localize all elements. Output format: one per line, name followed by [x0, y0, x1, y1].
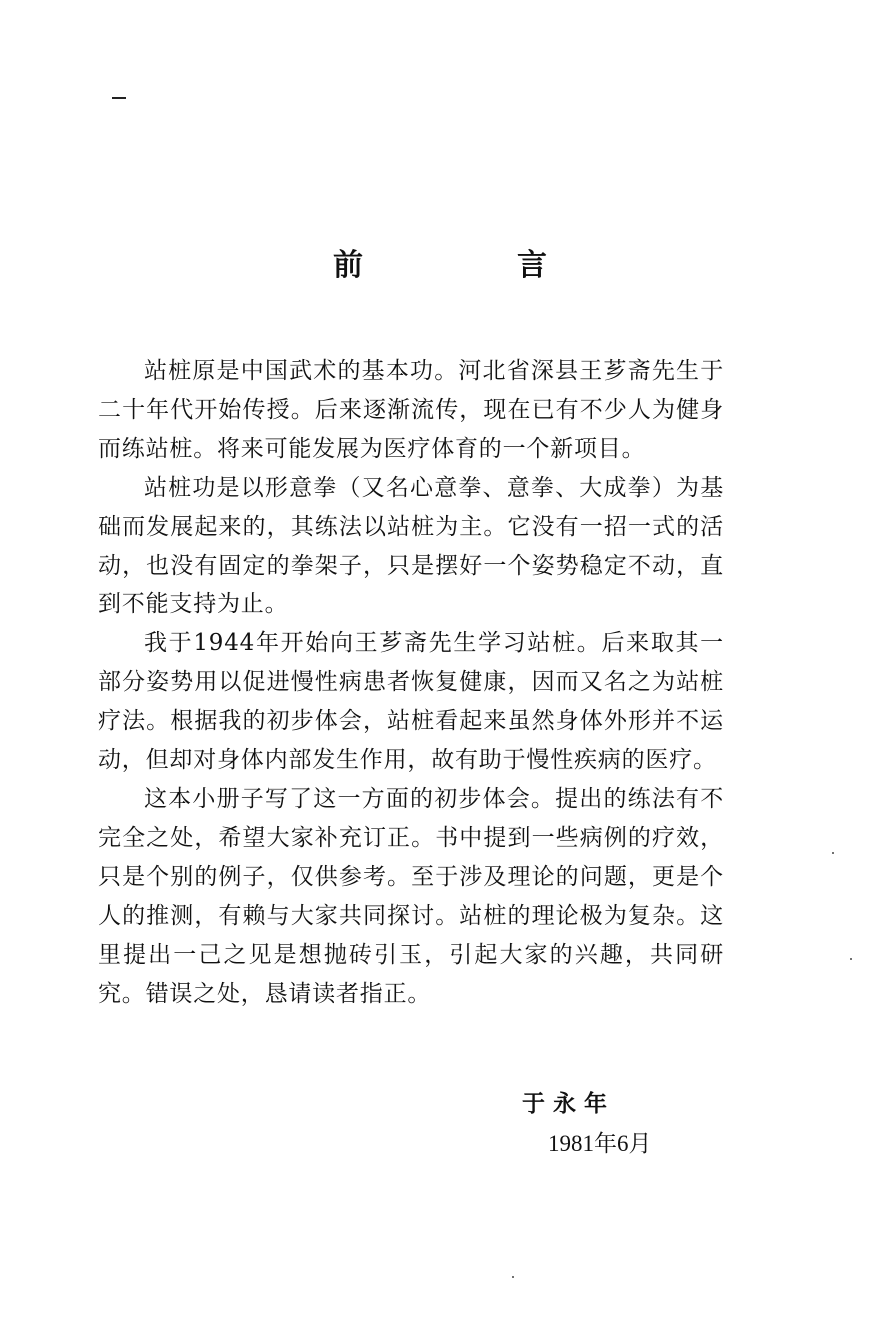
paragraph: 站桩功是以形意拳（又名心意拳、意拳、大成拳）为基础而发展起来的，其练法以站桩为主。它没有一招一式的活动，也没有固定的拳架子，只是摆好一个姿势稳定不动，直到不能支持为止。 [98, 474, 724, 618]
paragraph: 这本小册子写了这一方面的初步体会。提出的练法有不完全之处，希望大家补充订正。书中提到一些病例的疗效，只是个别的例子，仅供参考。至于涉及理论的问题，更是个人的推测，有赖与大家共同探讨。站桩的理论极为复杂。这里提出一己之见是想抛砖引玉，引起大家的兴趣，共同研究。错误之处，恳请读者指正。 [98, 785, 724, 1007]
signature-date: 1981年6月 [548, 1131, 652, 1156]
author-signature: 于永年 [522, 1090, 615, 1117]
speck [832, 852, 834, 854]
paragraph: 我于1944年开始向王芗斋先生学习站桩。后来取其一部分姿势用以促进慢性病患者恢复健康，因而又名之为站桩疗法。根据我的初步体会，站桩看起来虽然身体外形并不运动，但却对身体内部发生作用，故有助于慢性疾病的医疗。 [98, 630, 724, 774]
speck [850, 958, 852, 960]
speck [512, 1276, 514, 1278]
paragraph: 站桩原是中国武术的基本功。河北省深县王芗斋先生于二十年代开始传授。后来逐渐流传，现在已有不少人为健身而练站桩。将来可能发展为医疗体育的一个新项目。 [98, 358, 724, 462]
preface-body [98, 352, 724, 1013]
page-title: 前 言 [333, 248, 609, 283]
page-mark [112, 97, 126, 99]
